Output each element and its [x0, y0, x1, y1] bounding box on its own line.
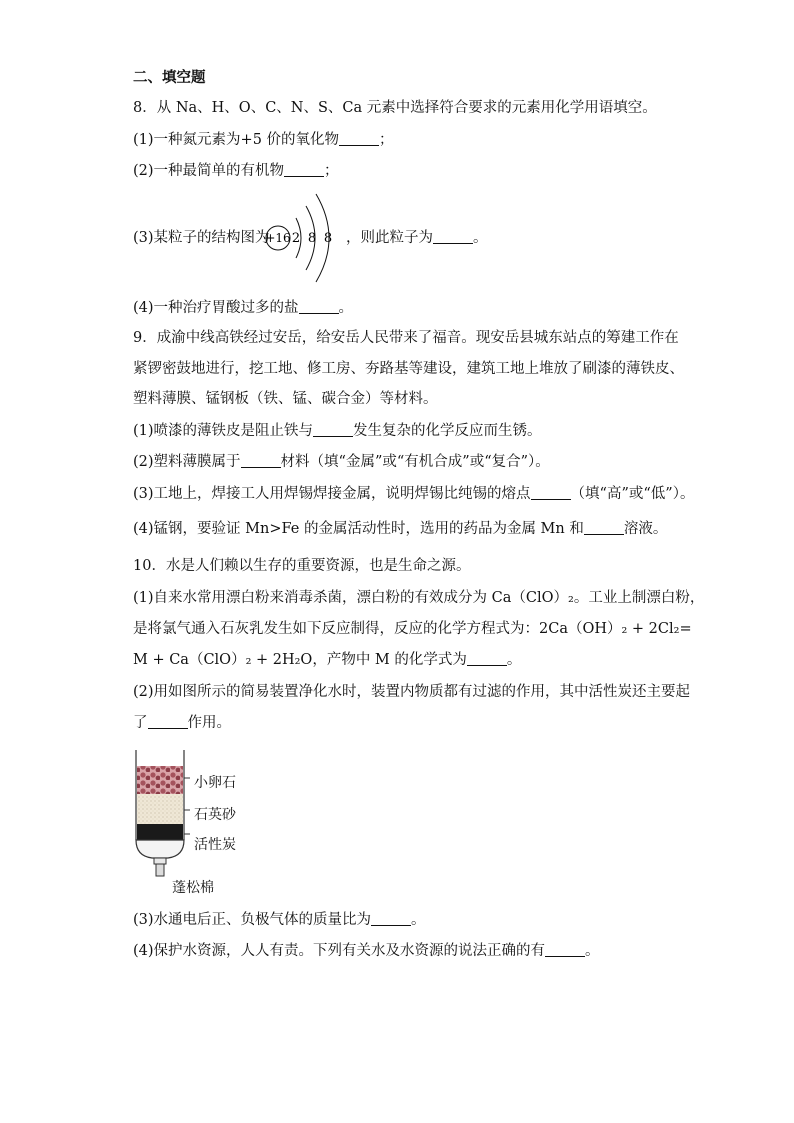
shell-electrons-1: 2 [291, 231, 301, 246]
outlet-neck [154, 858, 166, 864]
section-title: 二、填空题 [133, 70, 206, 86]
q9-part3-end: （填“高”或“低”）。 [570, 486, 695, 502]
outlet-tube [156, 864, 164, 876]
sand-layer [137, 794, 183, 824]
pebble-layer [137, 766, 183, 794]
q10-part3-end: 。 [411, 912, 426, 928]
q10-part2-line1: (2)用如图所示的简易装置净化水时，装置内物质都有过滤的作用，其中活性炭还主要起 [133, 684, 691, 700]
q9-part2-end: 材料（填“金属”或“有机合成”或“复合”）。 [280, 454, 550, 470]
q8-stem: 8．从 Na、H、O、C、N、S、Ca 元素中选择符合要求的元素用化学用语填空。 [133, 100, 657, 116]
carbon-layer [137, 824, 183, 840]
q9-part4-end: 溶液。 [623, 521, 668, 537]
q9-part3-blank[interactable] [531, 485, 571, 500]
q10-part4-blank[interactable] [545, 942, 585, 957]
q10-part1-line2: 是将氯气通入石灰乳发生如下反应制得，反应的化学方程式为：2Ca（OH）₂ + 2Cl₂= [133, 621, 692, 637]
q9-part1-text: (1)喷漆的薄铁皮是阻止铁与 [133, 423, 314, 439]
q10-part1-blank[interactable] [467, 651, 507, 666]
q9-part1 [133, 421, 542, 441]
q10-part1-line1: (1)自来水常用漂白粉来消毒杀菌，漂白粉的有效成分为 Ca（ClO）₂。工业上制漂白粉， [133, 590, 705, 606]
q10-part4 [133, 941, 600, 961]
q8-part4 [133, 298, 353, 318]
q9-part2-blank[interactable] [241, 453, 281, 468]
q8-part1-end: ； [379, 132, 394, 148]
q8-part1-text: (1)一种氮元素为+5 价的氧化物 [133, 132, 340, 148]
q9-part4-blank[interactable] [584, 520, 624, 535]
q10-part2-end: 作用。 [187, 715, 231, 731]
q8-part4-end: 。 [338, 300, 354, 316]
q8-part2-text: (2)一种最简单的有机物 [133, 163, 285, 179]
q9-part3-text: (3)工地上，焊接工人用焊锡焊接金属，说明焊锡比纯锡的熔点 [133, 486, 531, 502]
q10-part1-line3 [133, 650, 521, 670]
q9-stem-line1: 9．成渝中线高铁经过安岳，给安岳人民带来了福音。现安岳县城东站点的筹建工作在 [133, 330, 679, 346]
q10-part2-blank[interactable] [148, 714, 188, 729]
cotton-layer [136, 840, 184, 858]
q8-part3 [133, 228, 270, 248]
q10-part4-text: (4)保护水资源，人人有责。下列有关水及水资源的说法正确的有 [133, 943, 546, 959]
q10-part3-text: (3)水通电后正、负极气体的质量比为 [133, 912, 372, 928]
q10-part2-line2-text: 了 [133, 715, 148, 731]
q10-part2-line2 [133, 713, 231, 733]
label-pebbles: 小卵石 [194, 775, 236, 791]
q8-part1-blank[interactable] [339, 131, 379, 146]
q8-part3-blank[interactable] [433, 229, 473, 244]
q9-part1-blank[interactable] [313, 422, 353, 437]
nucleus-charge: +16 [265, 231, 291, 245]
q8-part1 [133, 130, 394, 150]
q10-part1-end: 。 [506, 652, 522, 668]
q9-part2 [133, 452, 550, 472]
atom-structure-diagram [262, 188, 372, 288]
q9-part1-end: 发生复杂的化学反应而生锈。 [353, 423, 542, 439]
q9-part2-text: (2)塑料薄膜属于 [133, 454, 241, 470]
q8-part2-blank[interactable] [284, 162, 324, 177]
q8-part2 [133, 161, 339, 181]
q8-part4-text: (4)一种治疗胃酸过多的盐 [133, 300, 299, 316]
q9-part4 [133, 519, 667, 539]
q8-part3-text: (3)某粒子的结构图为 [133, 230, 270, 246]
q8-part3-mid: ，则此粒子为 [346, 230, 433, 246]
q10-part3-blank[interactable] [371, 911, 411, 926]
q10-part1-line3-text: M + Ca（ClO）₂ + 2H₂O，产物中 M 的化学式为 [133, 652, 467, 668]
label-cotton: 蓬松棉 [172, 880, 214, 896]
q10-part4-end: 。 [585, 943, 600, 959]
q10-stem: 10．水是人们赖以生存的重要资源，也是生命之源。 [133, 558, 471, 574]
q8-part2-end: ； [324, 163, 339, 179]
shell-electrons-2: 8 [307, 231, 317, 246]
q9-part4-text: (4)锰钢，要验证 Mn>Fe 的金属活动性时，选用的药品为金属 Mn 和 [133, 521, 584, 537]
q8-part3-end: 。 [473, 230, 488, 246]
q10-part3 [133, 910, 426, 930]
q9-part3 [133, 484, 694, 504]
q9-stem-line2: 紧锣密鼓地进行，挖工地、修工房、夯路基等建设，建筑工地上堆放了刷漆的薄铁皮、 [133, 361, 684, 377]
q9-stem-line3: 塑料薄膜、锰钢板（铁、锰、碳合金）等材料。 [133, 391, 438, 407]
label-sand: 石英砂 [194, 807, 236, 823]
label-carbon: 活性炭 [194, 837, 236, 853]
q8-part4-blank[interactable] [299, 299, 339, 314]
shell-electrons-3: 8 [323, 231, 333, 246]
